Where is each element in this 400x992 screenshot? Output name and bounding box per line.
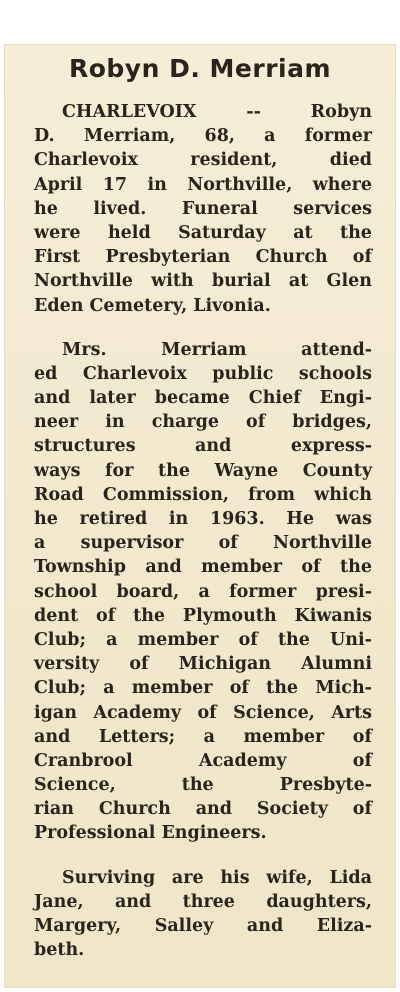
word: ed (34, 363, 58, 384)
word: the (158, 460, 190, 481)
word: of (352, 726, 372, 747)
word: and (114, 891, 152, 912)
word: the (340, 557, 372, 578)
obituary-paragraph-1 (34, 100, 372, 318)
word: Funeral (181, 198, 258, 219)
word: and (145, 557, 182, 578)
word: are (171, 867, 204, 888)
word: services (293, 198, 372, 219)
word: beth. (34, 940, 85, 961)
word: later (89, 388, 136, 409)
word: Glen (326, 271, 372, 292)
text-line (34, 507, 372, 531)
word: Presbyterian (105, 247, 231, 268)
word: wife, (266, 867, 313, 888)
word: Mich- (315, 678, 372, 699)
word: Presbyte- (279, 775, 372, 796)
word: Arts (331, 702, 372, 723)
word: with (151, 271, 194, 292)
word: and (34, 388, 71, 409)
newspaper-clipping (4, 44, 396, 988)
text-line (34, 410, 372, 434)
word: a (203, 726, 215, 747)
word: County (302, 460, 372, 481)
word: Engineers. (161, 823, 267, 844)
obituary-body (34, 100, 372, 962)
text-line (34, 148, 372, 172)
word: CHARLEVOIX (62, 102, 197, 122)
text-line (34, 890, 372, 914)
word: of (238, 629, 258, 650)
text-line (34, 386, 372, 410)
word: of (352, 247, 372, 268)
word: charge (151, 412, 219, 433)
text-line (34, 938, 372, 962)
word: Salley (154, 916, 214, 936)
word: in (147, 174, 167, 195)
word: from (248, 484, 296, 505)
word: of (352, 750, 372, 771)
word: in (168, 509, 189, 529)
word: April (34, 174, 83, 195)
word: supervisor (80, 533, 184, 554)
obituary-paragraph-3 (34, 866, 372, 963)
word: Township (34, 557, 126, 578)
text-line (34, 221, 372, 245)
text-line (34, 483, 372, 507)
word: and (195, 436, 232, 457)
text-line (34, 773, 372, 797)
word: Alumni (301, 654, 372, 675)
word: he (34, 198, 58, 219)
word: Saturday (178, 222, 266, 243)
word: 68, (204, 126, 235, 147)
text-line (34, 459, 372, 483)
word: the (266, 678, 299, 699)
word: Professional (34, 823, 156, 844)
text-line (34, 821, 372, 845)
word: structures (34, 436, 136, 457)
word: the (181, 775, 214, 796)
word: at (288, 271, 309, 292)
word: Michigan (178, 654, 272, 675)
word: retired (79, 509, 148, 529)
word: member (137, 629, 219, 650)
word: First (34, 247, 81, 268)
word: of (246, 412, 266, 433)
word: former (229, 581, 297, 602)
word: the (277, 629, 310, 650)
word: of (352, 799, 372, 820)
word: a (198, 581, 210, 602)
word: Robyn (310, 102, 372, 122)
word: Northville, (187, 174, 293, 195)
word: Cranbrool (34, 750, 133, 771)
word: Northville (273, 533, 372, 554)
text-line (34, 725, 372, 749)
word: member (131, 678, 213, 699)
text-line (34, 628, 372, 652)
word: the (133, 605, 166, 626)
word: Mrs. (62, 339, 107, 360)
word: resident, (190, 150, 278, 171)
word: three (182, 891, 235, 912)
word: and (34, 726, 71, 747)
word: Academy (93, 702, 182, 723)
word: D. (34, 126, 55, 147)
word: Northville (34, 271, 133, 292)
text-line (34, 604, 372, 628)
text-line (34, 245, 372, 269)
word: Club; (34, 629, 86, 650)
text-line (34, 866, 372, 890)
text-line (34, 269, 372, 293)
word: of (197, 702, 217, 723)
text-line (34, 338, 372, 362)
word: Margery, (34, 916, 122, 936)
text-line (34, 100, 372, 124)
word: Kiwanis (294, 605, 372, 626)
word: Eden (34, 295, 84, 316)
word: held (107, 222, 151, 243)
word: in (105, 412, 125, 433)
word: of (129, 654, 149, 675)
word: Society (256, 799, 328, 820)
text-line (34, 294, 372, 318)
word: Club; (34, 678, 86, 699)
word: bridges, (292, 412, 372, 433)
word: Church (255, 247, 328, 268)
word: burial (211, 271, 271, 292)
word: Road (34, 484, 84, 505)
word: where (312, 174, 372, 195)
word: Merriam (161, 339, 247, 360)
obituary-headline: Robyn D. Merriam (68, 54, 332, 83)
word: ways (34, 460, 81, 481)
word: 1963. (209, 509, 265, 529)
text-line (34, 914, 372, 938)
word: 17 (102, 174, 128, 195)
word: of (96, 605, 116, 626)
text-line (34, 749, 372, 773)
text-line (34, 531, 372, 555)
word: dent (34, 605, 79, 626)
word: versity (34, 654, 100, 675)
word: Commission, (102, 484, 230, 505)
word: neer (34, 412, 79, 433)
word: Plymouth (182, 605, 277, 626)
word: of (301, 557, 321, 578)
word: presi- (315, 581, 372, 602)
word: Chief (248, 388, 301, 409)
word: he (34, 509, 58, 529)
word: his (220, 867, 250, 888)
word: was (335, 509, 372, 529)
text-line (34, 555, 372, 579)
word: Science, (34, 775, 116, 796)
word: a (264, 126, 276, 147)
text-line (34, 701, 372, 725)
word: which (314, 484, 372, 505)
obituary-paragraph-2 (34, 338, 372, 846)
text-line (34, 362, 372, 386)
word: igan (34, 702, 77, 723)
word: attend- (301, 339, 372, 360)
word: Charlevoix (82, 363, 187, 384)
word: a (34, 533, 46, 554)
word: -- (246, 102, 261, 122)
text-line (34, 797, 372, 821)
word: of (218, 533, 238, 554)
word: public (212, 363, 274, 384)
word: Charlevoix (34, 150, 138, 171)
word: were (34, 222, 81, 243)
text-line (34, 434, 372, 458)
text-line (34, 124, 372, 148)
word: former (304, 126, 372, 147)
word: member (243, 726, 325, 747)
word: a (106, 629, 118, 650)
word: of (229, 678, 249, 699)
word: a (103, 678, 115, 699)
word: rian (34, 799, 74, 820)
word: Church (98, 799, 171, 820)
word: daughters, (266, 891, 372, 912)
word: at (293, 222, 313, 243)
word: member (201, 557, 282, 578)
word: schools (298, 363, 372, 384)
word: Cemetery, (89, 295, 188, 316)
text-line (34, 652, 372, 676)
word: became (154, 388, 230, 409)
text-line (34, 580, 372, 604)
word: Engi- (319, 388, 372, 409)
text-line (34, 676, 372, 700)
word: for (105, 460, 134, 481)
word: the (340, 222, 372, 243)
word: He (286, 509, 315, 529)
word: Uni- (330, 629, 372, 650)
word: Merriam, (83, 126, 176, 147)
word: board, (116, 581, 180, 602)
word: and (195, 799, 233, 820)
word: Jane, (34, 891, 84, 912)
word: Science, (233, 702, 315, 723)
word: Academy (198, 750, 287, 771)
word: lived. (93, 198, 147, 219)
word: express- (290, 436, 372, 457)
word: Wayne (214, 460, 279, 481)
word: died (329, 150, 372, 171)
text-line (34, 197, 372, 221)
text-line (34, 173, 372, 197)
word: Lida (329, 867, 372, 888)
word: Letters; (98, 726, 176, 747)
word: Livonia. (193, 295, 271, 316)
word: school (34, 581, 98, 602)
word: Eliza- (316, 916, 372, 936)
word: Surviving (62, 867, 156, 888)
word: and (246, 916, 284, 936)
